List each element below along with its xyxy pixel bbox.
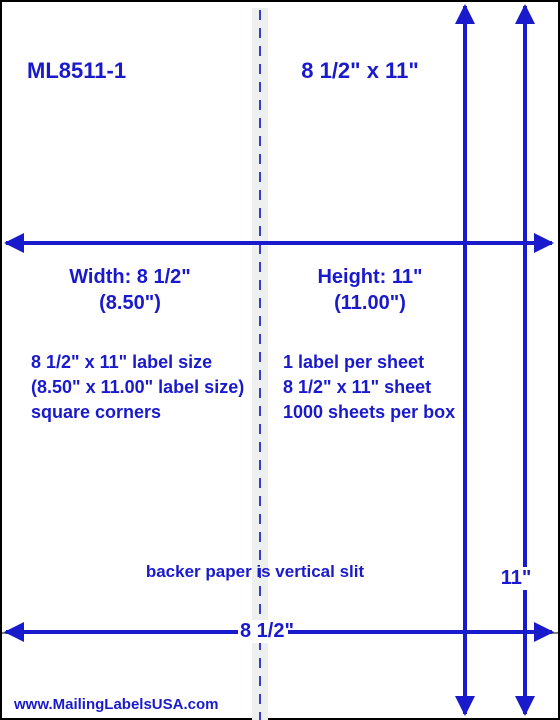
left-detail-3: square corners	[31, 402, 162, 422]
width-label: Width: 8 1/2"	[69, 266, 191, 288]
height-label: Height: 11"	[317, 266, 423, 288]
width-decimal: (8.50")	[99, 292, 161, 314]
height-dimension-label: 11"	[494, 567, 538, 590]
website-footer: www.MailingLabelsUSA.com	[14, 696, 219, 713]
right-detail-2: 8 1/2" x 11" sheet	[283, 377, 432, 397]
backer-paper-note: backer paper is vertical slit	[145, 562, 365, 581]
right-detail-1: 1 label per sheet	[283, 352, 425, 372]
label-code: ML8511-1	[27, 58, 127, 83]
left-detail-2: (8.50" x 11.00" label size)	[31, 377, 245, 397]
width-dimension-label: 8 1/2"	[240, 620, 294, 642]
label-size-title: 8 1/2" x 11"	[301, 58, 419, 83]
height-decimal: (11.00")	[334, 292, 406, 314]
right-detail-3: 1000 sheets per box	[283, 402, 456, 422]
left-detail-1: 8 1/2" x 11" label size	[31, 352, 213, 372]
